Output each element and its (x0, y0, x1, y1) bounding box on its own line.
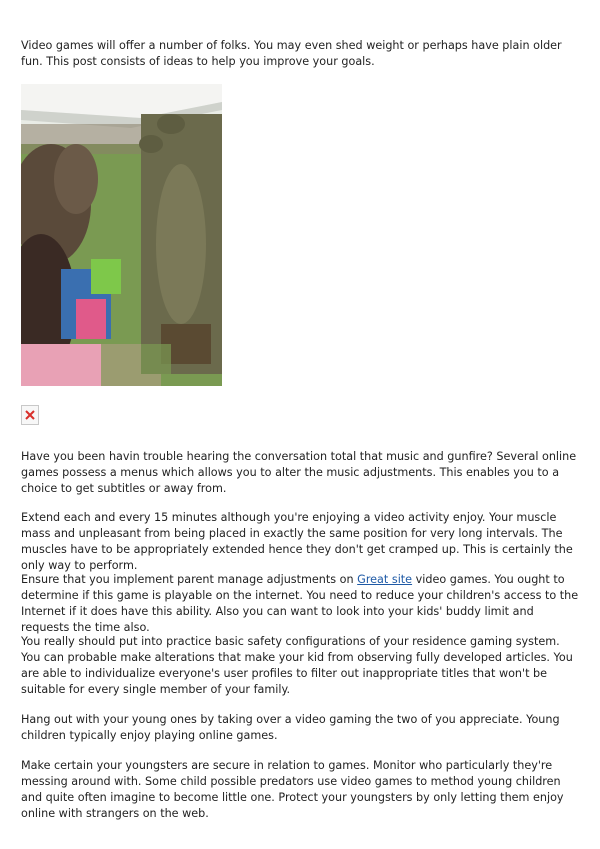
paragraph-parental-controls (21, 572, 581, 636)
intro-paragraph: Video games will offer a number of folks. You may even shed weight or perhaps have plain older fun. This post consists of ideas to help you improve your goals. (21, 39, 562, 68)
paragraph-secure: Make certain your youngsters are secure in relation to games. Monitor who particularly they're messing around with. Some child possible predators use video games to method young children and quite often imagine to become little one. Protect your youngsters by only letting them enjoy online with strangers on the web. (21, 759, 564, 820)
paragraph-text: video games. You ought to determine if this game is playable on the internet. You need to reduce your children's access to the Internet if it does have this ability. Also you can want to look into your kids' buddy limit and requests the time also. (21, 573, 579, 634)
paragraph-family: Hang out with your young ones by taking over a video gaming the two of you appreciate. Young children typically enjoy playing online games. (21, 713, 560, 742)
paragraph-text: Ensure that you implement parent manage adjustments on (21, 573, 358, 586)
paragraph-audio: Have you been havin trouble hearing the conversation total that music and gunfire? Several online games possess a menus which allows you to alter the music adjustments. This enables you to a choice to get subtitles or away from. (21, 450, 577, 495)
paragraph-stretch: Extend each and every 15 minutes although you're enjoying a video activity enjoy. Your muscle mass and unpleasant from being placed in exactly the same position for very long intervals. The muscles have to be appropriately extended hence they don't get cramped up. This is certainly the only way to perform. (21, 511, 573, 572)
paragraph-safety: You really should put into practice basic safety configurations of your residence gaming system. You can probable make alterations that make your kid from observing fully developed articles. You are able to individualize everyone's user profiles to filter out inappropriate titles that won't be suitable for every single member of your family. (21, 635, 573, 696)
soldiers-ceremony-photo (21, 84, 222, 386)
great-site-link[interactable]: Great site (357, 573, 413, 586)
broken-image-icon (21, 405, 39, 425)
